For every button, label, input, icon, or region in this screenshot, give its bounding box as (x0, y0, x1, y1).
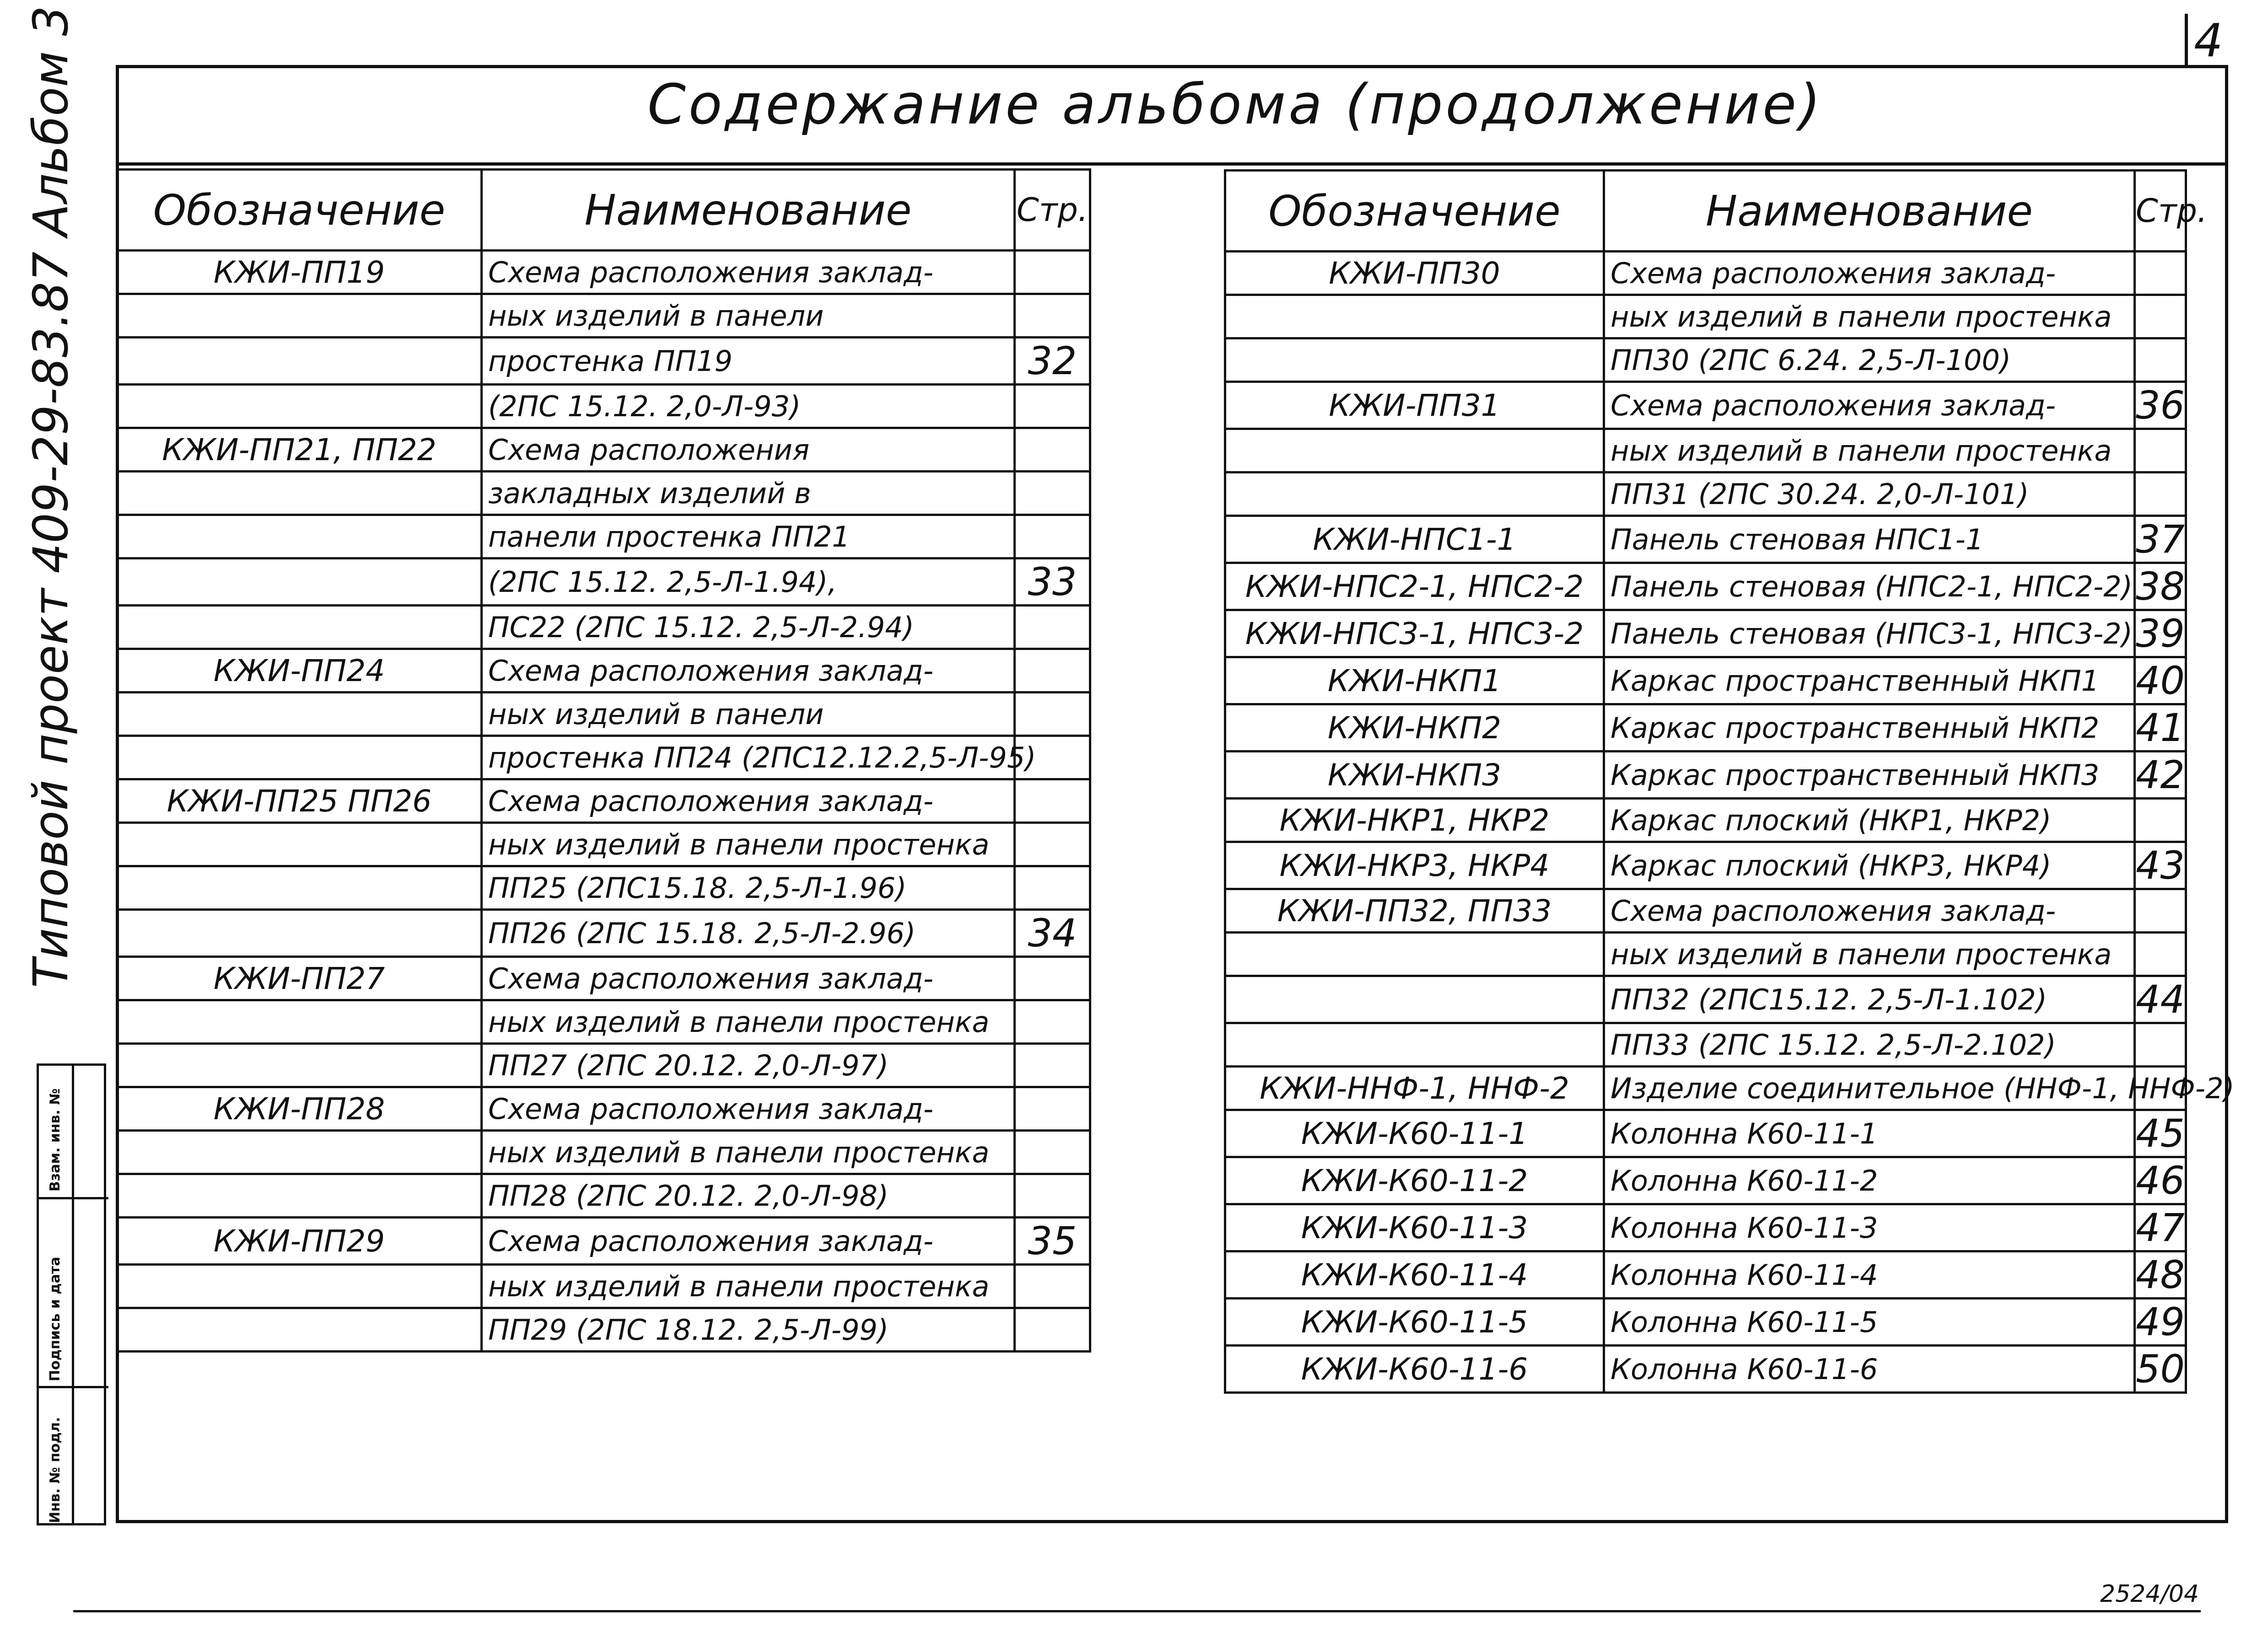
table-row (1225, 1157, 2186, 1204)
table-row (117, 472, 1090, 515)
stamp-divider (39, 1386, 108, 1388)
stamp-divider (39, 1197, 108, 1199)
code-cell: КЖИ-НКР3, НКР4 (1225, 842, 1604, 889)
table-header-row (1225, 171, 2186, 252)
name-cell: ных изделий в панели простенка (1604, 429, 2135, 472)
table-row (117, 338, 1090, 385)
name-cell: ных изделий в панели простенка (482, 1265, 1015, 1308)
table-row (117, 1308, 1090, 1352)
code-cell (117, 693, 482, 736)
page-cell (1015, 428, 1090, 472)
page-cell (1015, 1265, 1090, 1308)
code-cell: КЖИ-ПП24 (117, 649, 482, 693)
name-cell: Схема расположения заклад- (1604, 382, 2135, 429)
code-cell: КЖИ-НПС1-1 (1225, 516, 1604, 563)
table-row (1225, 610, 2186, 657)
table-row (117, 1174, 1090, 1218)
page-cell: 41 (2135, 704, 2186, 752)
code-cell: КЖИ-НПС3-1, НПС3-2 (1225, 610, 1604, 657)
page-cell (2135, 889, 2186, 933)
stamp-column-divider (72, 1066, 74, 1523)
page-cell (2135, 338, 2186, 382)
archive-number: 2524/04 (2100, 1580, 2199, 1608)
name-cell: Колонна К60-11-5 (1604, 1299, 2135, 1346)
table-row (117, 910, 1090, 957)
name-cell: Каркас пространственный НКП3 (1604, 752, 2135, 799)
name-cell: ных изделий в панели простенка (482, 1131, 1015, 1174)
name-cell: Схема расположения заклад- (482, 1087, 1015, 1131)
table-row (1225, 295, 2186, 338)
page-cell: 48 (2135, 1251, 2186, 1299)
name-cell: ПС22 (2ПС 15.12. 2,5-Л-2.94) (482, 606, 1015, 649)
code-cell (117, 294, 482, 338)
page-cell: 45 (2135, 1110, 2186, 1157)
table-row (1225, 1110, 2186, 1157)
name-cell: простенка ПП24 (2ПС12.12.2,5-Л-95) (482, 736, 1015, 779)
header-name: Наименование (1604, 171, 2135, 252)
code-cell (117, 606, 482, 649)
code-cell: КЖИ-ПП30 (1225, 252, 1604, 295)
page-cell (1015, 1044, 1090, 1087)
table-row (117, 1218, 1090, 1265)
stamp-label-replacement: Взам. инв. № (47, 1088, 63, 1192)
name-cell: Колонна К60-11-1 (1604, 1110, 2135, 1157)
contents-table-left (116, 168, 1091, 1353)
name-cell: Каркас пространственный НКП1 (1604, 657, 2135, 704)
name-cell: Схема расположения (482, 428, 1015, 472)
table-row (117, 1044, 1090, 1087)
code-cell: КЖИ-НКП1 (1225, 657, 1604, 704)
name-cell: ных изделий в панели простенка (482, 823, 1015, 866)
name-cell: ных изделий в панели простенка (482, 1000, 1015, 1044)
table-row (117, 428, 1090, 472)
name-cell: Панель стеновая НПС1-1 (1604, 516, 2135, 563)
name-cell: Схема расположения заклад- (482, 1218, 1015, 1265)
name-cell: простенка ПП19 (482, 338, 1015, 385)
name-cell: Каркас плоский (НКР1, НКР2) (1604, 799, 2135, 842)
header-code: Обозначение (117, 170, 482, 251)
table-row (117, 251, 1090, 294)
code-cell (117, 1265, 482, 1308)
name-cell: (2ПС 15.12. 2,0-Л-93) (482, 385, 1015, 428)
code-cell (1225, 295, 1604, 338)
page-cell (1015, 515, 1090, 558)
page-cell (2135, 429, 2186, 472)
code-cell: КЖИ-ПП31 (1225, 382, 1604, 429)
side-spine (18, 5, 110, 1043)
page-cell: 42 (2135, 752, 2186, 799)
page-cell: 46 (2135, 1157, 2186, 1204)
table-row (1225, 563, 2186, 610)
table-row (1225, 1299, 2186, 1346)
code-cell (1225, 1023, 1604, 1067)
name-cell: Изделие соединительное (ННФ-1, ННФ-2) (1604, 1067, 2135, 1110)
page-cell: 36 (2135, 382, 2186, 429)
page-cell (2135, 252, 2186, 295)
code-cell: КЖИ-ПП21, ПП22 (117, 428, 482, 472)
name-cell: Панель стеновая (НПС2-1, НПС2-2) (1604, 563, 2135, 610)
name-cell: Колонна К60-11-6 (1604, 1346, 2135, 1393)
sheet-number-divider (2185, 14, 2188, 66)
code-cell: КЖИ-ПП29 (117, 1218, 482, 1265)
page-cell (1015, 606, 1090, 649)
table-row (117, 515, 1090, 558)
name-cell: ПП31 (2ПС 30.24. 2,0-Л-101) (1604, 472, 2135, 516)
page-cell (1015, 779, 1090, 823)
table-row (117, 779, 1090, 823)
table-row (117, 649, 1090, 693)
table-row (117, 1000, 1090, 1044)
table-row (117, 606, 1090, 649)
header-page: Стр. (2135, 171, 2186, 252)
page-cell (1015, 472, 1090, 515)
table-row (1225, 889, 2186, 933)
page-cell: 37 (2135, 516, 2186, 563)
page-cell (1015, 823, 1090, 866)
name-cell: Схема расположения заклад- (482, 649, 1015, 693)
approval-stamp (37, 1063, 106, 1525)
table-row (1225, 657, 2186, 704)
code-cell (1225, 933, 1604, 976)
page-cell (1015, 957, 1090, 1000)
code-cell: КЖИ-К60-11-5 (1225, 1299, 1604, 1346)
name-cell: (2ПС 15.12. 2,5-Л-1.94), (482, 558, 1015, 606)
sheet-number: 4 (2194, 14, 2223, 67)
table-row (1225, 429, 2186, 472)
page-cell (2135, 933, 2186, 976)
name-cell: Колонна К60-11-4 (1604, 1251, 2135, 1299)
code-cell (117, 385, 482, 428)
name-cell: Колонна К60-11-3 (1604, 1204, 2135, 1251)
code-cell: КЖИ-ПП25 ПП26 (117, 779, 482, 823)
table-row (1225, 382, 2186, 429)
table-row (117, 1131, 1090, 1174)
table-row (1225, 1023, 2186, 1067)
code-cell (117, 1044, 482, 1087)
page-cell (1015, 1000, 1090, 1044)
name-cell: ПП32 (2ПС15.12. 2,5-Л-1.102) (1604, 976, 2135, 1023)
table-row (117, 294, 1090, 338)
table-header-row (117, 170, 1090, 251)
code-cell: КЖИ-НКП3 (1225, 752, 1604, 799)
code-cell (117, 1131, 482, 1174)
name-cell: панели простенка ПП21 (482, 515, 1015, 558)
name-cell: Схема расположения заклад- (482, 957, 1015, 1000)
page-cell (2135, 1023, 2186, 1067)
code-cell: КЖИ-К60-11-1 (1225, 1110, 1604, 1157)
stamp-label-inventory: Инв. № подл. (47, 1417, 63, 1523)
table-row (1225, 1067, 2186, 1110)
name-cell: ных изделий в панели (482, 693, 1015, 736)
page-cell (1015, 649, 1090, 693)
code-cell (117, 1174, 482, 1218)
code-cell: КЖИ-ПП28 (117, 1087, 482, 1131)
table-row (1225, 1346, 2186, 1393)
table-row (117, 693, 1090, 736)
table-row (117, 736, 1090, 779)
table-row (1225, 472, 2186, 516)
page-cell (2135, 472, 2186, 516)
table-row (117, 1265, 1090, 1308)
bottom-rule (73, 1610, 2201, 1612)
table-row (1225, 252, 2186, 295)
stamp-label-signature: Подпись и дата (47, 1256, 63, 1381)
page-cell: 47 (2135, 1204, 2186, 1251)
page-cell: 44 (2135, 976, 2186, 1023)
page-cell (1015, 251, 1090, 294)
code-cell (117, 866, 482, 910)
code-cell (117, 558, 482, 606)
page-cell (2135, 799, 2186, 842)
code-cell: КЖИ-ПП27 (117, 957, 482, 1000)
name-cell: ПП25 (2ПС15.18. 2,5-Л-1.96) (482, 866, 1015, 910)
table-row (1225, 516, 2186, 563)
page-cell: 32 (1015, 338, 1090, 385)
name-cell: ПП30 (2ПС 6.24. 2,5-Л-100) (1604, 338, 2135, 382)
table-row (1225, 842, 2186, 889)
page-cell (1015, 1174, 1090, 1218)
code-cell: КЖИ-НКП2 (1225, 704, 1604, 752)
code-cell (117, 515, 482, 558)
code-cell (1225, 429, 1604, 472)
code-cell: КЖИ-К60-11-4 (1225, 1251, 1604, 1299)
table-row (1225, 799, 2186, 842)
code-cell: КЖИ-НКР1, НКР2 (1225, 799, 1604, 842)
page-cell (1015, 1131, 1090, 1174)
code-cell (117, 823, 482, 866)
page-cell: 34 (1015, 910, 1090, 957)
name-cell: Каркас пространственный НКП2 (1604, 704, 2135, 752)
page-cell (1015, 693, 1090, 736)
name-cell: Каркас плоский (НКР3, НКР4) (1604, 842, 2135, 889)
page-cell: 50 (2135, 1346, 2186, 1393)
name-cell: Схема расположения заклад- (482, 251, 1015, 294)
name-cell: ПП28 (2ПС 20.12. 2,0-Л-98) (482, 1174, 1015, 1218)
name-cell: ПП33 (2ПС 15.12. 2,5-Л-2.102) (1604, 1023, 2135, 1067)
code-cell (117, 338, 482, 385)
table-row (117, 823, 1090, 866)
table-row (1225, 338, 2186, 382)
page-cell: 43 (2135, 842, 2186, 889)
table-row (1225, 1204, 2186, 1251)
table-row (117, 385, 1090, 428)
page-cell (1015, 866, 1090, 910)
header-page: Стр. (1015, 170, 1090, 251)
code-cell (117, 736, 482, 779)
code-cell (1225, 976, 1604, 1023)
name-cell: Схема расположения заклад- (1604, 889, 2135, 933)
name-cell: ПП26 (2ПС 15.18. 2,5-Л-2.96) (482, 910, 1015, 957)
code-cell: КЖИ-ПП32, ПП33 (1225, 889, 1604, 933)
name-cell: Схема расположения заклад- (482, 779, 1015, 823)
page-cell: 35 (1015, 1218, 1090, 1265)
code-cell: КЖИ-НПС2-1, НПС2-2 (1225, 563, 1604, 610)
name-cell: Схема расположения заклад- (1604, 252, 2135, 295)
page-cell: 33 (1015, 558, 1090, 606)
name-cell: закладных изделий в (482, 472, 1015, 515)
table-row (1225, 1251, 2186, 1299)
name-cell: ПП27 (2ПС 20.12. 2,0-Л-97) (482, 1044, 1015, 1087)
page-cell (1015, 385, 1090, 428)
table-row (1225, 704, 2186, 752)
code-cell: КЖИ-К60-11-2 (1225, 1157, 1604, 1204)
name-cell: ных изделий в панели простенка (1604, 933, 2135, 976)
table-row (117, 558, 1090, 606)
name-cell: ных изделий в панели простенка (1604, 295, 2135, 338)
page-cell (2135, 295, 2186, 338)
page-cell: 39 (2135, 610, 2186, 657)
page-cell: 38 (2135, 563, 2186, 610)
code-cell (117, 1000, 482, 1044)
table-row (117, 957, 1090, 1000)
page-title: Содержание альбома (продолжение) (647, 73, 1823, 137)
code-cell: КЖИ-ПП19 (117, 251, 482, 294)
code-cell: КЖИ-К60-11-6 (1225, 1346, 1604, 1393)
contents-table-right (1224, 169, 2235, 1394)
table-row (1225, 976, 2186, 1023)
code-cell: КЖИ-ННФ-1, ННФ-2 (1225, 1067, 1604, 1110)
page-cell (1015, 294, 1090, 338)
code-cell: КЖИ-К60-11-3 (1225, 1204, 1604, 1251)
code-cell (1225, 338, 1604, 382)
page-cell: 49 (2135, 1299, 2186, 1346)
side-project-label: Типовой проект 409-29-83.87 Альбом 3 (23, 5, 79, 988)
page-cell (1015, 1308, 1090, 1352)
code-cell (117, 472, 482, 515)
name-cell: ПП29 (2ПС 18.12. 2,5-Л-99) (482, 1308, 1015, 1352)
table-row (117, 866, 1090, 910)
code-cell (117, 1308, 482, 1352)
table-row (1225, 933, 2186, 976)
page-cell: 40 (2135, 657, 2186, 704)
code-cell (1225, 472, 1604, 516)
header-code: Обозначение (1225, 171, 1604, 252)
name-cell: Колонна К60-11-2 (1604, 1157, 2135, 1204)
name-cell: ных изделий в панели (482, 294, 1015, 338)
name-cell: Панель стеновая (НПС3-1, НПС3-2) (1604, 610, 2135, 657)
page-cell (1015, 1087, 1090, 1131)
title-divider (116, 162, 2228, 166)
table-row (1225, 752, 2186, 799)
header-name: Наименование (482, 170, 1015, 251)
table-row (117, 1087, 1090, 1131)
code-cell (117, 910, 482, 957)
